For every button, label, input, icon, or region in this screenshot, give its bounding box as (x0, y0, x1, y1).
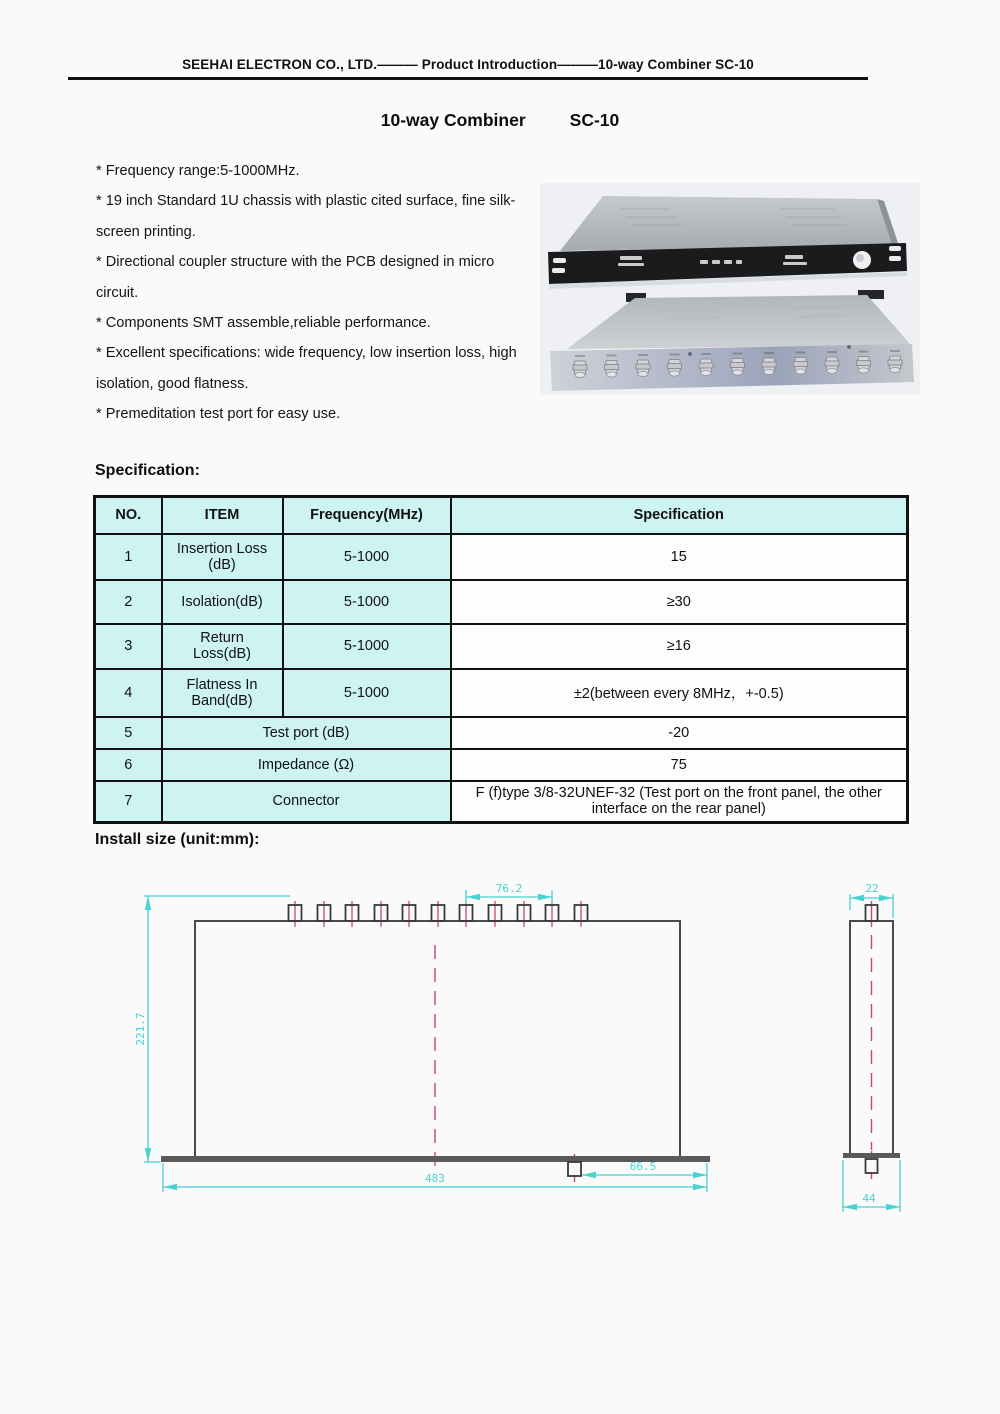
table-row (95, 781, 908, 823)
table-row (95, 717, 908, 749)
cell-spec: 75 (451, 749, 908, 781)
col-header-item: ITEM (162, 497, 283, 534)
product-name: 10-way Combiner (380, 110, 526, 130)
cell-no: 4 (95, 669, 162, 717)
cell-no: 3 (95, 624, 162, 669)
feature-item: * 19 inch Standard 1U chassis with plastic cited surface, fine silk-screen printing. (96, 193, 516, 240)
install-drawing (0, 860, 1000, 1220)
cell-spec: ≥16 (451, 624, 908, 669)
cell-item: Return Loss(dB) (162, 624, 283, 669)
top-view-body (195, 921, 680, 1157)
cell-spec: ±2(between every 8MHz，+-0.5) (451, 669, 908, 717)
product-photos (540, 183, 920, 395)
table-row (95, 669, 908, 717)
table-row (95, 534, 908, 580)
cell-item: Test port (dB) (162, 717, 451, 749)
feature-item: * Components SMT assemble,reliable performance. (96, 315, 431, 332)
cell-spec: 15 (451, 534, 908, 580)
page-title (0, 110, 1000, 131)
cell-no: 6 (95, 749, 162, 781)
dim-width: 483 (425, 1172, 445, 1185)
table-row (95, 580, 908, 624)
col-header-specification: Specification (451, 497, 908, 534)
cell-item: Isolation(dB) (162, 580, 283, 624)
feature-item: * Frequency range:5-1000MHz. (96, 163, 300, 179)
specification-heading: Specification: (95, 462, 200, 479)
model-number: SC-10 (569, 110, 620, 130)
table-row (95, 749, 908, 781)
specification-table (93, 495, 909, 824)
cell-freq: 5-1000 (283, 580, 451, 624)
front-photo (548, 196, 907, 289)
test-port-connector (568, 1162, 581, 1176)
mounting-flange (161, 1156, 710, 1162)
page-header: SEEHAI ELECTRON CO., LTD.——— Product Introduction———10-way Combiner SC-10 (182, 57, 754, 72)
feature-item: * Directional coupler structure with the PCB designed in micro circuit. (96, 254, 495, 301)
col-header-no: NO. (95, 497, 162, 534)
cell-no: 1 (95, 534, 162, 580)
cell-freq: 5-1000 (283, 534, 451, 580)
dim-side-width: 44 (862, 1192, 876, 1205)
cell-spec: -20 (451, 717, 908, 749)
feature-item: * Excellent specifications: wide frequency, low insertion loss, high isolation, good flatness. (96, 345, 517, 392)
header-rule (68, 77, 868, 80)
cell-no: 5 (95, 717, 162, 749)
cell-spec: F (f)type 3/8-32UNEF-32 (Test port on the front panel, the other interface on the rear panel) (451, 781, 908, 823)
cell-no: 2 (95, 580, 162, 624)
top-view-connectors (289, 901, 588, 927)
dim-side-offset: 22 (865, 882, 879, 895)
install-size-heading: Install size (unit:mm): (95, 831, 260, 848)
cell-item: Connector (162, 781, 451, 823)
cell-freq: 5-1000 (283, 624, 451, 669)
table-header-row (95, 497, 908, 534)
cell-no: 7 (95, 781, 162, 823)
dim-port-pitch-span: 76.2 (495, 882, 523, 895)
dim-test-port-offset: 66.5 (629, 1160, 657, 1173)
cell-item: Flatness In Band(dB) (162, 669, 283, 717)
cell-spec: ≥30 (451, 580, 908, 624)
feature-list (96, 156, 532, 430)
table-row (95, 624, 908, 669)
feature-item: * Premeditation test port for easy use. (96, 406, 341, 423)
centerlines (435, 901, 872, 1182)
cell-item: Insertion Loss (dB) (162, 534, 283, 580)
cell-freq: 5-1000 (283, 669, 451, 717)
cell-item: Impedance (Ω) (162, 749, 451, 781)
dim-depth: 221.7 (134, 1012, 147, 1046)
col-header-frequency: Frequency(MHz) (283, 497, 451, 534)
dimension-lines (144, 890, 900, 1212)
